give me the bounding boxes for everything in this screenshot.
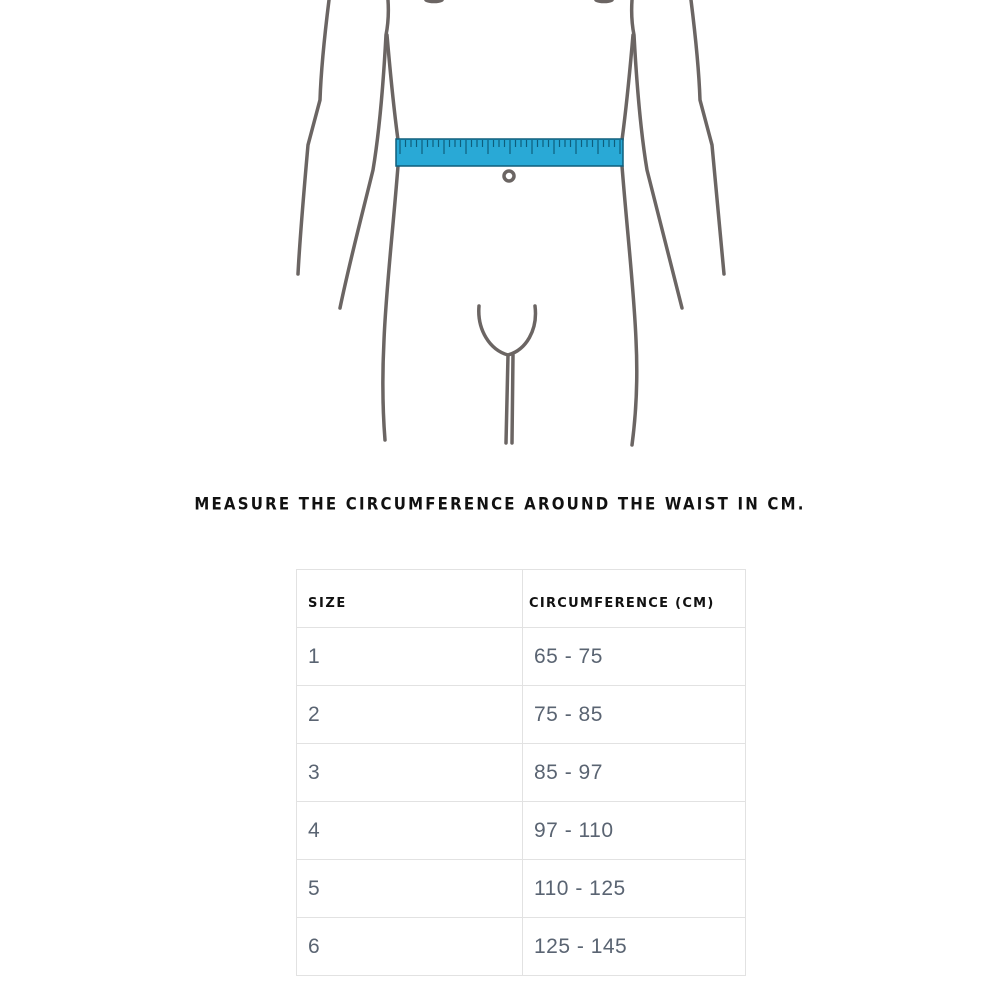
size-cell: 3: [297, 744, 523, 802]
circumference-cell: 110 - 125: [523, 860, 746, 918]
table-header-row: [297, 570, 746, 628]
size-column-header: SIZE: [297, 570, 523, 628]
table-row: [297, 802, 746, 860]
size-cell: 5: [297, 860, 523, 918]
measuring-tape-icon: [396, 139, 623, 166]
circumference-cell: 65 - 75: [523, 628, 746, 686]
body-outline-illustration: [0, 0, 1000, 460]
measurement-instruction: MEASURE THE CIRCUMFERENCE AROUND THE WAIST IN CM.: [194, 493, 806, 515]
circumference-column-header: CIRCUMFERENCE (CM): [523, 570, 746, 628]
size-cell: 2: [297, 686, 523, 744]
table-row: [297, 744, 746, 802]
size-cell: 6: [297, 918, 523, 976]
circumference-cell: 85 - 97: [523, 744, 746, 802]
table-row: [297, 686, 746, 744]
size-chart-table: [296, 569, 746, 976]
circumference-cell: 75 - 85: [523, 686, 746, 744]
size-cell: 1: [297, 628, 523, 686]
size-cell: 4: [297, 802, 523, 860]
table-row: [297, 918, 746, 976]
circumference-cell: 97 - 110: [523, 802, 746, 860]
table-row: [297, 860, 746, 918]
circumference-cell: 125 - 145: [523, 918, 746, 976]
table-row: [297, 628, 746, 686]
